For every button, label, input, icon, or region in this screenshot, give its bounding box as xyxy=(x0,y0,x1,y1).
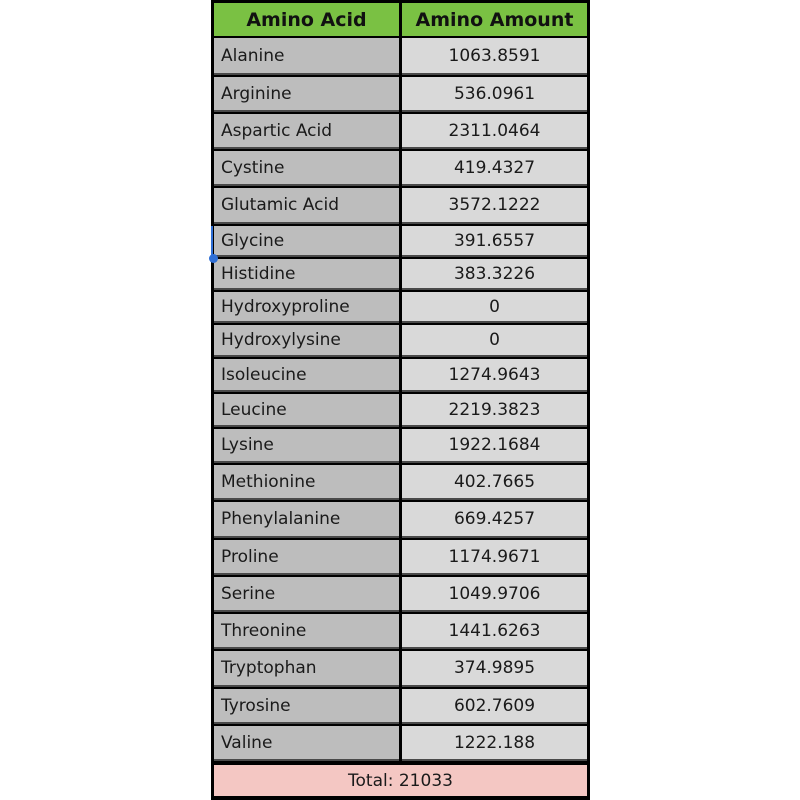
table-row xyxy=(211,726,590,763)
amino-acid-name-cell[interactable]: Hydroxyproline xyxy=(214,292,399,323)
amino-acid-name-cell[interactable]: Glutamic Acid xyxy=(214,188,399,224)
amino-amount-cell[interactable]: 1222.188 xyxy=(402,726,587,761)
table-row xyxy=(211,359,590,394)
table-row xyxy=(211,651,590,689)
amino-acid-name-cell[interactable]: Leucine xyxy=(214,394,399,427)
amino-acid-name-cell[interactable]: Aspartic Acid xyxy=(214,114,399,149)
amino-amount-cell[interactable]: 374.9895 xyxy=(402,651,587,687)
amino-acid-name-cell[interactable]: Phenylalanine xyxy=(214,502,399,538)
amino-amount-cell[interactable]: 1063.8591 xyxy=(402,38,587,75)
amino-amount-cell[interactable]: 602.7609 xyxy=(402,689,587,724)
amino-amount-cell[interactable]: 0 xyxy=(402,292,587,323)
amino-acid-name-cell[interactable]: Hydroxylysine xyxy=(214,325,399,357)
selection-fill-handle[interactable] xyxy=(209,254,218,263)
table-row xyxy=(211,292,590,325)
table-header-row xyxy=(211,0,590,42)
amino-amount-cell[interactable]: 2311.0464 xyxy=(402,114,587,149)
amino-acid-name-cell[interactable]: Lysine xyxy=(214,429,399,463)
amino-amount-cell[interactable]: 402.7665 xyxy=(402,465,587,500)
table-row xyxy=(211,689,590,726)
selection-border xyxy=(211,226,213,256)
table-row xyxy=(211,38,590,77)
amino-amount-cell[interactable]: 1922.1684 xyxy=(402,429,587,463)
table-row xyxy=(211,226,590,259)
amino-amount-cell[interactable]: 1274.9643 xyxy=(402,359,587,392)
amino-acid-name-cell[interactable]: Proline xyxy=(214,540,399,575)
amino-amount-cell[interactable]: 3572.1222 xyxy=(402,188,587,224)
amino-amount-cell[interactable]: 2219.3823 xyxy=(402,394,587,427)
amino-amount-cell[interactable]: 383.3226 xyxy=(402,259,587,290)
table-row xyxy=(211,577,590,614)
table-row xyxy=(211,394,590,429)
amino-amount-cell[interactable]: 1174.9671 xyxy=(402,540,587,575)
amino-amount-cell[interactable]: 391.6557 xyxy=(402,226,587,257)
amino-acid-name-cell[interactable]: Isoleucine xyxy=(214,359,399,392)
amino-amount-cell[interactable]: 669.4257 xyxy=(402,502,587,538)
amino-acid-name-cell[interactable]: Valine xyxy=(214,726,399,761)
table-row xyxy=(211,614,590,651)
amino-acid-name-cell[interactable]: Tyrosine xyxy=(214,689,399,724)
table-row xyxy=(211,502,590,540)
amino-acid-name-cell[interactable]: Tryptophan xyxy=(214,651,399,687)
amino-acid-name-cell[interactable]: Methionine xyxy=(214,465,399,500)
amino-amount-cell[interactable]: 0 xyxy=(402,325,587,357)
amino-acid-name-cell[interactable]: Arginine xyxy=(214,77,399,112)
amino-amount-cell[interactable]: 1441.6263 xyxy=(402,614,587,649)
table-row xyxy=(211,429,590,465)
header-amino-amount[interactable]: Amino Amount xyxy=(402,3,587,36)
table-row xyxy=(211,114,590,151)
amino-acid-name-cell[interactable]: Histidine xyxy=(214,259,399,290)
amino-acid-name-cell[interactable]: Cystine xyxy=(214,151,399,186)
table-row xyxy=(211,540,590,577)
amino-acid-table xyxy=(211,0,590,800)
amino-acid-name-cell[interactable]: Threonine xyxy=(214,614,399,649)
total-cell[interactable]: Total: 21033 xyxy=(214,765,587,796)
table-row xyxy=(211,77,590,114)
amino-acid-name-cell[interactable]: Serine xyxy=(214,577,399,612)
amino-amount-cell[interactable]: 1049.9706 xyxy=(402,577,587,612)
table-row xyxy=(211,188,590,226)
table-row xyxy=(211,325,590,359)
table-row xyxy=(211,259,590,292)
amino-acid-name-cell[interactable]: Glycine xyxy=(214,226,399,257)
amino-amount-cell[interactable]: 536.0961 xyxy=(402,77,587,112)
table-row xyxy=(211,151,590,188)
amino-amount-cell[interactable]: 419.4327 xyxy=(402,151,587,186)
table-row xyxy=(211,465,590,502)
amino-acid-name-cell[interactable]: Alanine xyxy=(214,38,399,75)
header-amino-acid[interactable]: Amino Acid xyxy=(214,3,399,36)
